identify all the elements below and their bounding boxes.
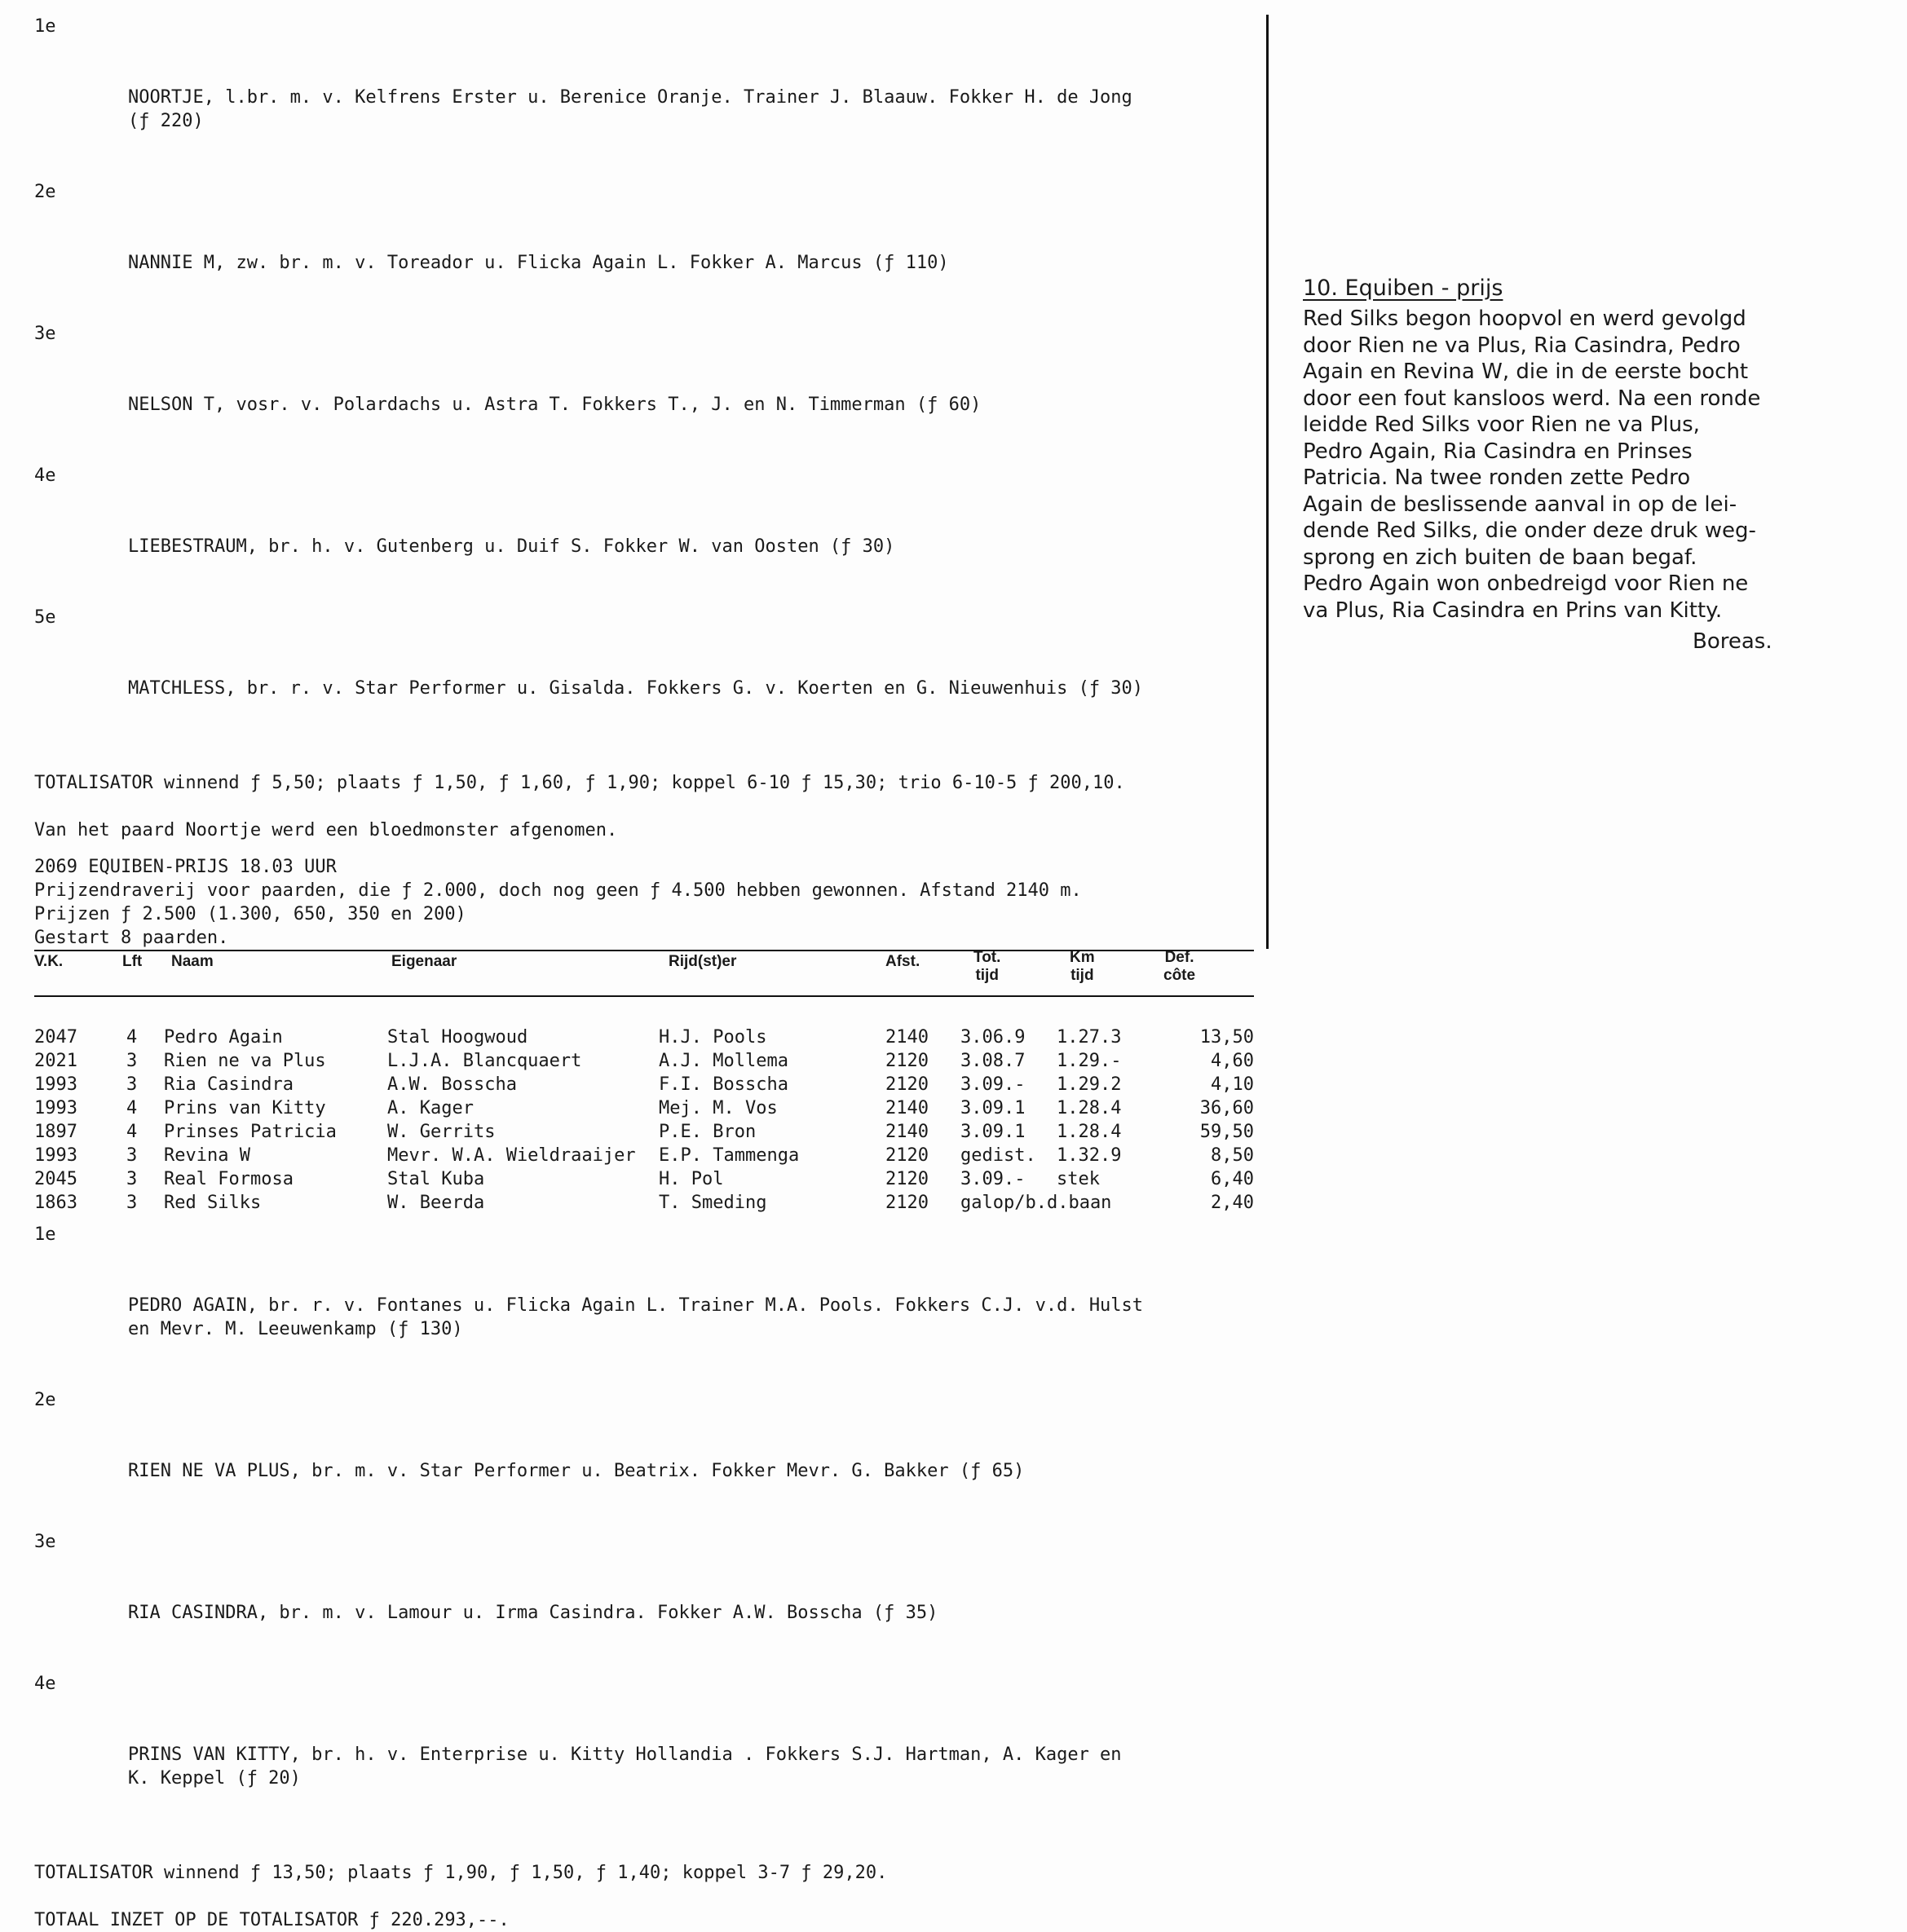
cell-afst: 2140 — [885, 1098, 929, 1118]
cell-naam: Ria Casindra — [164, 1074, 294, 1095]
cell-tot-tijd: galop/b.d.baan — [960, 1193, 1112, 1213]
cell-eigenaar: W. Beerda — [387, 1193, 485, 1213]
cell-km-tijd: stek — [1057, 1169, 1100, 1189]
col-header-km-tijd: Km tijd — [1070, 949, 1095, 984]
placing-entry — [34, 1223, 1257, 1388]
cell-def-cote: 59,50 — [1199, 1122, 1254, 1142]
cell-rijder: A.J. Mollema — [659, 1051, 788, 1071]
placing-line: PRINS VAN KITTY, br. h. v. Enterprise u. Kitty Hollandia . Fokkers S.J. Hartman, A. Kager en — [128, 1745, 1122, 1765]
placing-line: RIA CASINDRA, br. m. v. Lamour u. Irma Casindra. Fokker A.W. Bosscha (ƒ 35) — [128, 1603, 938, 1623]
cell-afst: 2140 — [885, 1122, 929, 1142]
cell-vk: 1993 — [34, 1145, 77, 1166]
placing-position: 2e — [34, 1390, 56, 1410]
cell-vk: 2045 — [34, 1169, 77, 1189]
cell-km-tijd: 1.28.4 — [1057, 1098, 1122, 1118]
placing-position: 1e — [34, 16, 56, 37]
report-line: Red Silks begon hoopvol en werd gevolgd — [1303, 307, 1746, 331]
placing-line: NOORTJE, l.br. m. v. Kelfrens Erster u. Berenice Oranje. Trainer J. Blaauw. Fokker H. de Jong — [128, 87, 1132, 108]
report-line: Again en Revina W, die in de eerste bocht — [1303, 359, 1749, 384]
cell-def-cote: 13,50 — [1199, 1027, 1254, 1048]
table-row — [34, 1191, 1257, 1215]
cell-tot-tijd: 3.09.- — [960, 1169, 1026, 1189]
race-prizes: Prijzen ƒ 2.500 (1.300, 650, 350 en 200) — [34, 904, 466, 924]
cell-rijder: Mej. M. Vos — [659, 1098, 778, 1118]
table-row — [34, 1049, 1257, 1073]
cell-km-tijd: 1.28.4 — [1057, 1122, 1122, 1142]
total-stake: TOTAAL INZET OP DE TOTALISATOR ƒ 220.293,--. — [34, 1910, 510, 1930]
col-header-naam: Naam — [171, 953, 214, 970]
cell-naam: Prins van Kitty — [164, 1098, 326, 1118]
report-body — [1303, 306, 1890, 624]
cell-lft: 4 — [126, 1027, 138, 1048]
placing-position: 4e — [34, 465, 56, 486]
placing-entry — [34, 464, 1257, 606]
cell-eigenaar: W. Gerrits — [387, 1122, 496, 1142]
results-table — [34, 950, 1257, 1223]
placing-position: 3e — [34, 1532, 56, 1552]
cell-rijder: H. Pol — [659, 1169, 724, 1189]
col-header-rijder: Rijd(st)er — [669, 953, 737, 970]
cell-tot-tijd: 3.09.1 — [960, 1098, 1026, 1118]
cell-eigenaar: L.J.A. Blancquaert — [387, 1051, 582, 1071]
cell-tot-tijd: 3.09.1 — [960, 1122, 1026, 1142]
cell-tot-tijd: 3.06.9 — [960, 1027, 1026, 1048]
cell-afst: 2120 — [885, 1169, 929, 1189]
cell-tot-tijd: 3.08.7 — [960, 1051, 1026, 1071]
cell-naam: Red Silks — [164, 1193, 262, 1213]
report-signature: Boreas. — [1693, 629, 1772, 654]
cell-eigenaar: Mevr. W.A. Wieldraaijer — [387, 1145, 636, 1166]
cell-eigenaar: A. Kager — [387, 1098, 474, 1118]
cell-eigenaar: Stal Hoogwoud — [387, 1027, 528, 1048]
placing-entry — [34, 322, 1257, 464]
race-conditions: Prijzendraverij voor paarden, die ƒ 2.000, doch nog geen ƒ 4.500 hebben gewonnen. Afstand 2140 m. — [34, 880, 1082, 901]
cell-vk: 1863 — [34, 1193, 77, 1213]
cell-rijder: P.E. Bron — [659, 1122, 757, 1142]
placing-line: K. Keppel (ƒ 20) — [128, 1768, 301, 1789]
cell-km-tijd: 1.29.2 — [1057, 1074, 1122, 1095]
placing-line: MATCHLESS, br. r. v. Star Performer u. Gisalda. Fokkers G. v. Koerten en G. Nieuwenhuis (ƒ 30) — [128, 678, 1144, 699]
race2-totalisator: TOTALISATOR winnend ƒ 13,50; plaats ƒ 1,90, ƒ 1,50, ƒ 1,40; koppel 3-7 ƒ 29,20. — [34, 1863, 888, 1883]
cell-def-cote: 4,10 — [1211, 1074, 1254, 1095]
report-line: Pedro Again won onbedreigd voor Rien ne — [1303, 571, 1749, 596]
cell-def-cote: 2,40 — [1211, 1193, 1254, 1213]
report-line: sprong en zich buiten de baan begaf. — [1303, 545, 1697, 570]
report-line: door een fout kansloos werd. Na een ronde — [1303, 386, 1761, 411]
cell-vk: 1993 — [34, 1098, 77, 1118]
cell-afst: 2120 — [885, 1074, 929, 1095]
col-header-lft: Lft — [122, 953, 143, 970]
cell-rijder: F.I. Bosscha — [659, 1074, 788, 1095]
cell-naam: Rien ne va Plus — [164, 1051, 326, 1071]
placing-position: 5e — [34, 607, 56, 628]
cell-lft: 4 — [126, 1122, 138, 1142]
cell-vk: 1993 — [34, 1074, 77, 1095]
placing-entry — [34, 180, 1257, 322]
cell-vk: 1897 — [34, 1122, 77, 1142]
report-line: leidde Red Silks voor Rien ne va Plus, — [1303, 412, 1700, 437]
race-report — [1303, 274, 1890, 655]
race-results-column — [34, 15, 1257, 1932]
report-line: va Plus, Ria Casindra en Prins van Kitty. — [1303, 598, 1723, 623]
report-line: Patricia. Na twee ronden zette Pedro — [1303, 465, 1691, 490]
table-row — [34, 1073, 1257, 1096]
placing-line: PEDRO AGAIN, br. r. v. Fontanes u. Flicka Again L. Trainer M.A. Pools. Fokkers C.J. v.d. Hulst — [128, 1295, 1144, 1316]
placing-position: 3e — [34, 324, 56, 344]
table-row — [34, 1120, 1257, 1144]
cell-naam: Real Formosa — [164, 1169, 294, 1189]
placing-entry — [34, 1672, 1257, 1837]
cell-lft: 4 — [126, 1098, 138, 1118]
table-row — [34, 1167, 1257, 1191]
placing-line: NELSON T, vosr. v. Polardachs u. Astra T. Fokkers T., J. en N. Timmerman (ƒ 60) — [128, 395, 982, 415]
cell-km-tijd: 1.29.- — [1057, 1051, 1122, 1071]
race2-header — [34, 855, 1257, 950]
placing-line: LIEBESTRAUM, br. h. v. Gutenberg u. Duif S. Fokker W. van Oosten (ƒ 30) — [128, 536, 895, 557]
cell-rijder: E.P. Tammenga — [659, 1145, 800, 1166]
cell-eigenaar: Stal Kuba — [387, 1169, 485, 1189]
col-header-tot-tijd: Tot. tijd — [973, 949, 1001, 984]
cell-naam: Prinses Patricia — [164, 1122, 337, 1142]
cell-tot-tijd: gedist. — [960, 1145, 1036, 1166]
placing-entry — [34, 1388, 1257, 1530]
cell-tot-tijd: 3.09.- — [960, 1074, 1026, 1095]
placing-entry — [34, 606, 1257, 748]
cell-def-cote: 6,40 — [1211, 1169, 1254, 1189]
cell-naam: Revina W — [164, 1145, 250, 1166]
race-starters: Gestart 8 paarden. — [34, 928, 229, 948]
cell-lft: 3 — [126, 1193, 138, 1213]
cell-afst: 2120 — [885, 1193, 929, 1213]
col-header-eigenaar: Eigenaar — [391, 953, 457, 970]
report-line: Again de beslissende aanval in op de lei- — [1303, 492, 1737, 517]
race1-placings — [34, 15, 1257, 748]
cell-def-cote: 4,60 — [1211, 1051, 1254, 1071]
cell-vk: 2047 — [34, 1027, 77, 1048]
cell-naam: Pedro Again — [164, 1027, 283, 1048]
table-rule-bottom — [34, 995, 1254, 997]
placing-position: 2e — [34, 182, 56, 202]
col-header-afst: Afst. — [885, 953, 920, 970]
report-line: dende Red Silks, die onder deze druk weg- — [1303, 518, 1756, 543]
race-title: 2069 EQUIBEN-PRIJS 18.03 UUR — [34, 857, 337, 877]
report-title: 10. Equiben - prijs — [1303, 276, 1503, 301]
placing-position: 4e — [34, 1674, 56, 1694]
report-line: Pedro Again, Ria Casindra en Prinses — [1303, 439, 1693, 464]
column-divider — [1266, 15, 1269, 949]
cell-lft: 3 — [126, 1051, 138, 1071]
race2-placings — [34, 1223, 1257, 1837]
cell-eigenaar: A.W. Bosscha — [387, 1074, 517, 1095]
placing-entry — [34, 1530, 1257, 1672]
cell-km-tijd: 1.32.9 — [1057, 1145, 1122, 1166]
cell-lft: 3 — [126, 1169, 138, 1189]
placing-line: NANNIE M, zw. br. m. v. Toreador u. Flicka Again L. Fokker A. Marcus (ƒ 110) — [128, 253, 949, 273]
race1-totalisator: TOTALISATOR winnend ƒ 5,50; plaats ƒ 1,50, ƒ 1,60, ƒ 1,90; koppel 6-10 ƒ 15,30; trio 6-10-5 ƒ 200,10. — [34, 773, 1125, 793]
placing-position: 1e — [34, 1224, 56, 1245]
table-row — [34, 1144, 1257, 1167]
cell-afst: 2120 — [885, 1145, 929, 1166]
col-header-vk: V.K. — [34, 953, 64, 970]
cell-afst: 2140 — [885, 1027, 929, 1048]
cell-km-tijd: 1.27.3 — [1057, 1027, 1122, 1048]
cell-vk: 2021 — [34, 1051, 77, 1071]
cell-rijder: T. Smeding — [659, 1193, 767, 1213]
report-line: door Rien ne va Plus, Ria Casindra, Pedro — [1303, 333, 1741, 358]
placing-entry — [34, 15, 1257, 180]
cell-lft: 3 — [126, 1145, 138, 1166]
placing-line: en Mevr. M. Leeuwenkamp (ƒ 130) — [128, 1319, 463, 1339]
placing-line: (ƒ 220) — [128, 111, 204, 131]
cell-rijder: H.J. Pools — [659, 1027, 767, 1048]
cell-lft: 3 — [126, 1074, 138, 1095]
col-header-def-cote: Def. côte — [1163, 949, 1196, 984]
cell-def-cote: 8,50 — [1211, 1145, 1254, 1166]
table-row — [34, 1026, 1257, 1049]
cell-def-cote: 36,60 — [1199, 1098, 1254, 1118]
placing-line: RIEN NE VA PLUS, br. m. v. Star Performer u. Beatrix. Fokker Mevr. G. Bakker (ƒ 65) — [128, 1461, 1025, 1481]
race1-note: Van het paard Noortje werd een bloedmonster afgenomen. — [34, 820, 618, 840]
cell-afst: 2120 — [885, 1051, 929, 1071]
table-row — [34, 1096, 1257, 1120]
